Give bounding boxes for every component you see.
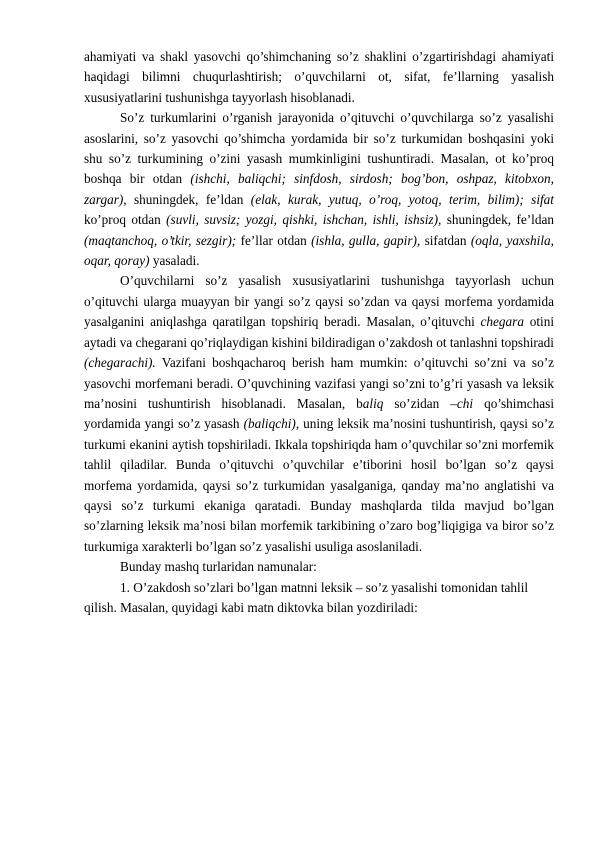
body-text: Vazifani boshqacharoq berish ham mumkin: o’qituvchi so’zni va so’z yasovchi morfemani beradi. O’quvchining vazifasi yangi so’zni to’g’ri yasash va leksik ma’nosini tushuntirish hisoblanadi. Masalan, b — [84, 355, 554, 411]
paragraph-exercise-heading — [84, 557, 554, 577]
italic-example-text: (chegarachi). — [84, 355, 156, 371]
body-text: 1. O’zakdosh so’zlari bo’lgan matnni leksik – so’z yasalishi tomonidan tahlil qilish. Masalan, quyidagi kabi matn diktovka bilan yozdiriladi: — [84, 579, 529, 615]
document-page — [84, 47, 554, 618]
italic-example-text: –chi — [450, 395, 474, 411]
body-text: ko’proq otdan — [84, 212, 167, 228]
body-text: fe’llar otdan — [236, 232, 312, 248]
body-text: Bunday mashq turlaridan namunalar: — [120, 559, 317, 575]
body-text: otini aytadi va chegarani qo’riqlaydigan kishini bildiradigan o’zakdosh ot tanlashni topshiradi — [84, 314, 555, 350]
italic-example-text: (ishchi, baliqchi; sinfdosh, sirdosh; bog’bon, oshpaz, kitobxon, zargar), — [84, 171, 554, 207]
italic-example-text: (maqtanchoq, o’tkir, sezgir); — [84, 232, 237, 248]
body-text: sifatdan — [420, 232, 471, 248]
body-text: qo’shimchasi yordamida yangi so’z yasash — [84, 395, 554, 432]
body-text: yasaladi. — [149, 253, 200, 269]
italic-example-text: (suvli, suvsiz; yozgi, qishki, ishchan, ishli, ishsiz), — [166, 212, 442, 228]
italic-example-text: aliq — [362, 395, 384, 411]
italic-example-text: (baliqchi), — [243, 416, 300, 432]
paragraph-teacher-task — [84, 271, 554, 557]
body-text: ahamiyati va shakl yasovchi qo’shimchaning so’z shaklini o’zgartirishdagi ahamiyati haqidagi bilimni chuqurlashtirish; o’quvchilarni ot, sifat, fe’llarning yasalish xususiyatlarini tushunishga tayyorlash hisoblanadi. — [84, 49, 554, 105]
italic-example-text: (oqla, yaxshila, oqar, qoray) — [84, 232, 554, 269]
body-text: shuningdek, fe’ldan — [441, 212, 554, 228]
italic-example-text: (elak, kurak, yutuq, o’roq, yotoq, terim, bilim); sifat — [250, 191, 554, 207]
paragraph-word-formation-examples — [84, 108, 554, 271]
paragraph-intro — [84, 47, 554, 108]
body-text: shuningdek, fe’ldan — [126, 191, 251, 207]
italic-example-text: (ishla, gulla, gapir), — [311, 232, 421, 248]
paragraph-exercise-1 — [84, 578, 554, 619]
body-text: uning leksik ma’nosini tushuntirish, qaysi so’z turkumi ekanini aytish topshiriladi. Ikkala topshiriqda ham o’quvchilar so’zni morfemik tahlil qiladilar. Bunda o’qituvchi o’quvchilar e’tiborini hosil bo’lgan so’z qaysi morfema yordamida, qaysi so’z turkumidan yasalganiga, qanday ma’no anglatishi va qaysi so’z turkumi ekaniga qaratadi. Bunday mashqlarda tilda mavjud bo’lgan so’zlarning leksik ma’nosi bilan morfemik tarkibining o’zaro bog’liqigiga va biror so’z turkumiga xarakterli bo’lgan so’z yasalishi usuliga asoslaniladi. — [84, 416, 554, 554]
body-text: O’quvchilarni so’z yasalish xususiyatlarini tushunishga tayyorlash uchun o’qituvchi ularga muayyan bir yangi so’z qaysi so’zdan va qaysi morfema yordamida yasalganini aniqlashga qaratilgan topshiriq beradi. Masalan, o’qituvchi — [84, 273, 554, 330]
italic-example-text: chegara — [480, 314, 524, 330]
body-text: so’zidan — [383, 395, 451, 411]
body-text: So’z turkumlarini o’rganish jarayonida o’qituvchi o’quvchilarga so’z yasalishi asoslarini, so’z yasovchi qo’shimcha yordamida bir so’z turkumidan boshqasini yoki shu so’z turkumining o’zini yasash mumkinligini tushuntiradi. Masalan, ot ko’proq boshqa bir otdan — [84, 110, 554, 187]
